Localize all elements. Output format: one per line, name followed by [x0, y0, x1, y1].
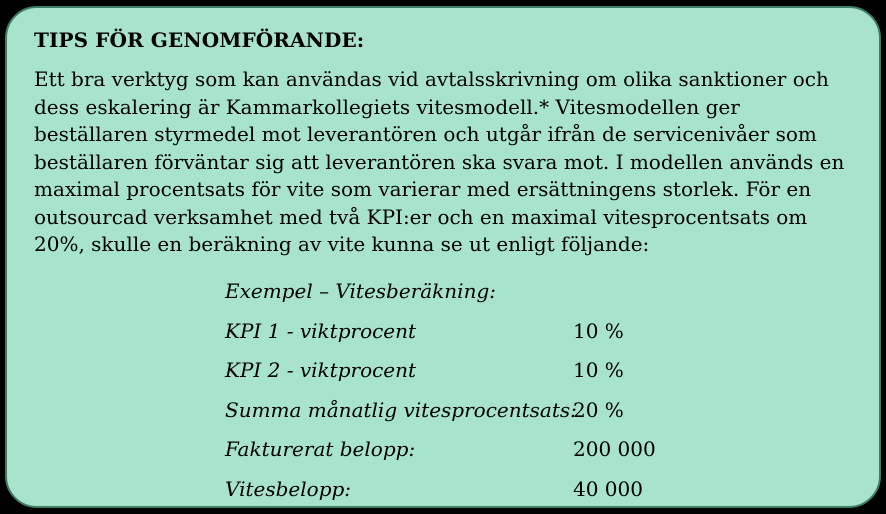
- tips-body-line: beställaren förväntar sig att leverantören ska svara mot. I modellen används en: [34, 149, 845, 174]
- tips-title: TIPS FÖR GENOMFÖRANDE:: [34, 28, 365, 52]
- example-row-value: 20 %: [573, 397, 624, 422]
- tips-body-line: dess eskalering är Kammarkollegiets vitesmodell.* Vitesmodellen ger: [34, 94, 740, 119]
- example-heading: Exempel – Vitesberäkning:: [225, 279, 496, 303]
- example-row-label: Summa månatlig vitesprocentsats:: [225, 397, 577, 422]
- tips-body-line: Ett bra verktyg som kan användas vid avtalsskrivning om olika sanktioner och: [34, 67, 829, 91]
- example-row-value: 40 000: [573, 476, 643, 501]
- example-row-value: 200 000: [573, 437, 656, 461]
- example-row-value: 10 %: [573, 358, 624, 382]
- tips-body-line: 20%, skulle en beräkning av vite kunna se ut enligt följande:: [34, 232, 650, 256]
- tips-body-line: beställaren styrmedel mot leverantören och utgår ifrån de servicenivåer som: [34, 122, 817, 146]
- tips-body-line: maximal procentsats för vite som varierar med ersättningens storlek. För en: [34, 177, 812, 201]
- example-row-label: KPI 1 - viktprocent: [225, 318, 417, 343]
- tips-body-line: outsourcad verksamhet med två KPI:er och en maximal vitesprocentsats om: [34, 204, 808, 229]
- example-row-label: Vitesbelopp:: [225, 476, 352, 501]
- example-row-value: 10 %: [573, 318, 624, 343]
- tips-body: [34, 66, 864, 259]
- tips-box: [5, 6, 881, 508]
- example-row-label: KPI 2 - viktprocent: [225, 358, 417, 382]
- example-row-label: Fakturerat belopp:: [225, 437, 416, 461]
